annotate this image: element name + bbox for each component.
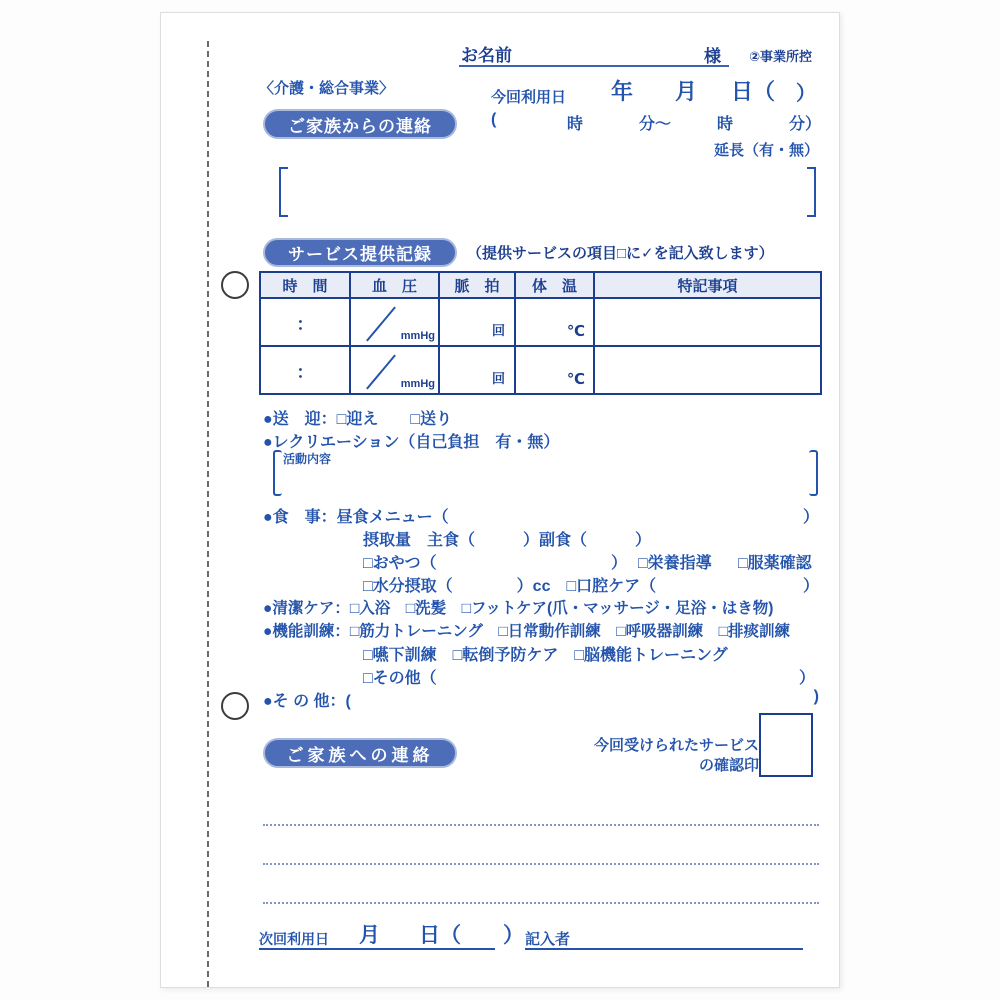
year-label: 年: [611, 79, 634, 104]
bp-unit-label: mmHg: [400, 330, 435, 342]
meal-menu-close: ）: [802, 509, 819, 526]
temp-unit-label: ℃: [566, 371, 585, 388]
activity-bracket-right: [809, 450, 818, 496]
vitals-header-row: [260, 272, 821, 298]
name-write-line: [459, 65, 729, 67]
hydration-close: ）: [802, 578, 819, 595]
end-hour-label: 時: [717, 116, 734, 133]
col-header-pulse: 脈 拍: [439, 272, 515, 298]
stamp-caption-line1: 今回受けられたサービス: [593, 737, 759, 754]
end-minute-label: 分）: [789, 116, 822, 133]
visit-date-label: 今回利用日: [491, 89, 567, 106]
temp-unit-label: ℃: [566, 323, 585, 340]
recreation-item: ●レクリエーション（自己負担 有・無）: [263, 434, 560, 451]
next-month-label: 月: [359, 924, 380, 947]
temp-cell: [515, 298, 594, 346]
category-label: 〈介護・総合事業〉: [259, 80, 395, 97]
medication-checkbox-label: □服薬確認: [738, 555, 812, 572]
note-bracket-left: [279, 167, 288, 217]
temp-cell: [515, 346, 594, 394]
start-hour-label: 時: [567, 116, 584, 133]
training-other-close: ）: [799, 670, 816, 687]
day-paren-close: ）: [796, 83, 816, 105]
bp-slash-line: [366, 307, 396, 342]
recorder-label: 記入者: [525, 931, 571, 948]
clean-care-item: ●清潔ケア：□入浴 □洗髪 □フットケア(爪・マッサージ・足浴・はき物): [263, 600, 774, 617]
vitals-row-2: [260, 346, 821, 394]
bp-cell: [350, 346, 439, 394]
col-header-time: 時 間: [260, 272, 350, 298]
snack-close: ）: [611, 555, 628, 572]
bp-slash-line: [366, 355, 396, 390]
next-date-write-line: [259, 948, 495, 950]
col-header-notes: 特記事項: [594, 272, 821, 298]
stamp-caption: [581, 736, 759, 776]
service-record-heading: サービス提供記録: [263, 238, 457, 267]
notes-cell: [594, 298, 821, 346]
pulse-unit-label: 回: [491, 371, 505, 386]
training-item-1: ●機能訓練：□筋力トレーニング □日常動作訓練 □呼吸器訓練 □排痰訓練: [263, 623, 791, 640]
meal-menu-label: ●食 事：昼食メニュー（: [263, 509, 449, 526]
office-copy-label: ②事業所控: [749, 49, 813, 64]
hydration-item: [363, 573, 819, 596]
time-cell: ：: [260, 346, 350, 394]
confirmation-stamp-box: [759, 713, 813, 777]
notes-cell: [594, 346, 821, 394]
vitals-row-1: [260, 298, 821, 346]
col-header-temp: 体 温: [515, 272, 594, 298]
next-day-label: 日（ ）: [419, 924, 524, 947]
family-from-heading: ご家族からの連絡: [263, 109, 457, 139]
name-label: お名前: [461, 46, 512, 65]
activity-label: 活動内容: [283, 452, 332, 466]
col-header-bp: 血 圧: [350, 272, 439, 298]
perforation-line: [207, 41, 209, 987]
pulse-unit-label: 回: [491, 323, 505, 338]
pulse-cell: [439, 298, 515, 346]
bp-unit-label: mmHg: [400, 378, 435, 390]
hydration-label: □水分摂取（ ）cc □口腔ケア（: [363, 578, 657, 595]
punch-hole-bottom: [221, 692, 249, 720]
meal-intake-item: 摂取量 主食（ ）副食（ ）: [363, 532, 652, 549]
other-item: [263, 688, 819, 711]
checkbox-instruction: （提供サービスの項目□に✓を記入致します）: [467, 245, 774, 262]
family-to-heading: ご家族への連絡: [263, 738, 457, 768]
snack-label: □おやつ（: [363, 555, 437, 572]
writing-line: [263, 863, 819, 865]
vitals-table: [259, 271, 822, 395]
activity-bracket-left: [273, 450, 282, 496]
writing-line: [263, 824, 819, 826]
nutrition-checkbox-label: □栄養指導: [638, 555, 712, 572]
start-minute-label: 分～: [639, 116, 672, 133]
transport-item: ●送 迎：□迎え □送り: [263, 411, 452, 428]
time-cell: ：: [260, 298, 350, 346]
honorific-label: 様: [704, 47, 721, 66]
bp-cell: [350, 298, 439, 346]
other-label: ●そ の 他：(: [263, 693, 351, 710]
extension-label: 延長（有・無）: [713, 142, 819, 159]
stamp-caption-line2: の確認印: [698, 757, 759, 774]
time-paren-open: (: [491, 111, 497, 128]
month-label: 月: [675, 79, 698, 104]
training-other-label: □その他（: [363, 670, 437, 687]
punch-hole-top: [221, 271, 249, 299]
training-item-2: □嚥下訓練 □転倒予防ケア □脳機能トレーニング: [363, 647, 728, 664]
other-close: ): [813, 688, 819, 705]
form-page: [160, 12, 840, 988]
writing-line: [263, 902, 819, 904]
pulse-cell: [439, 346, 515, 394]
meal-item: [263, 504, 819, 527]
note-bracket-right: [807, 167, 816, 217]
day-label: 日（: [731, 79, 776, 104]
next-visit-label: 次回利用日: [259, 931, 329, 947]
recorder-write-line: [525, 948, 803, 950]
